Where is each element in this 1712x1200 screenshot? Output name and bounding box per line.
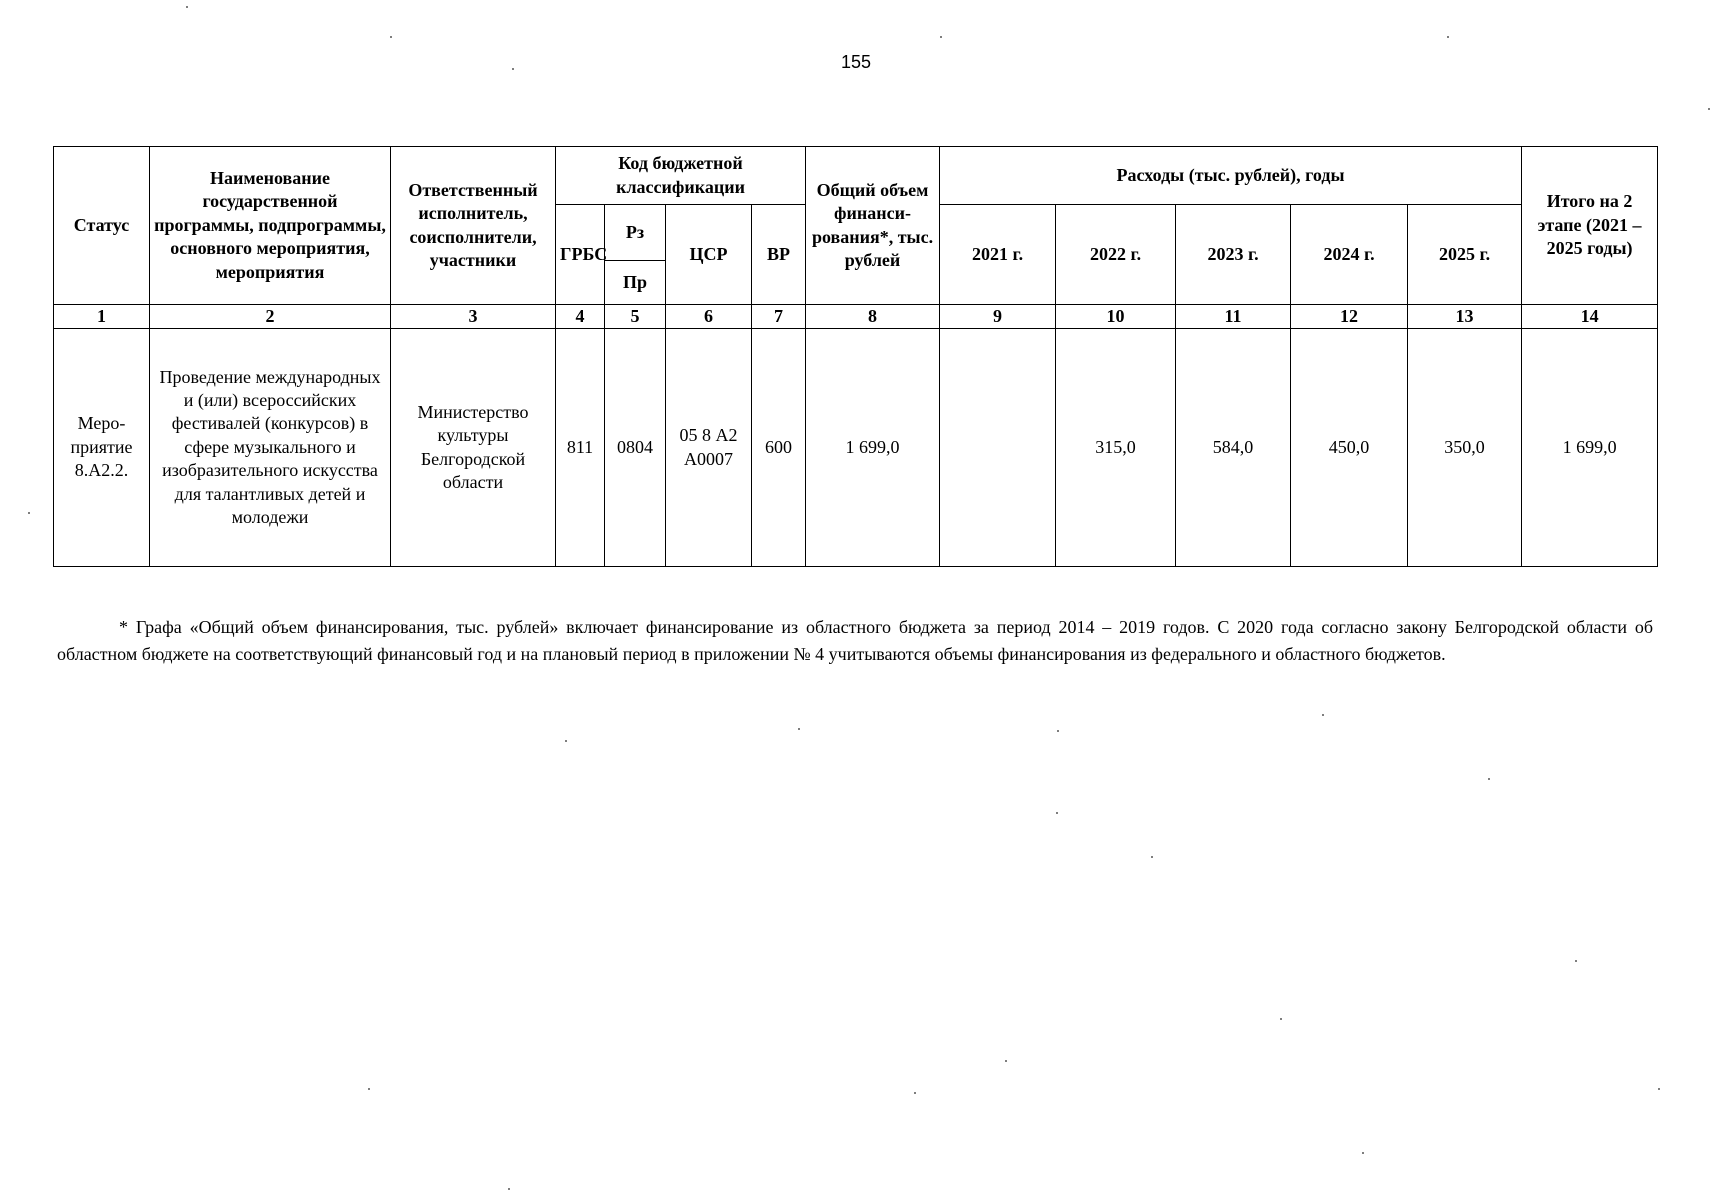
header-year-2025: 2025 г. [1408,205,1522,305]
header-name: Наименование государственной программы, подпрограммы, основного мероприятия, мероприятия [150,147,391,305]
footnote: * Графа «Общий объем финансирования, тыс. рублей» включает финансирование из областного бюджета за период 2014 – 2019 годов. С 2020 года согласно закону Белгородской области об областном бюджете на соответствующий финансовый год и на плановый период в приложении № 4 учитываются объемы финансирования из федерального и областного бюджетов. [57,617,1653,664]
column-number: 10 [1056,305,1176,329]
header-year-2024: 2024 г. [1291,205,1408,305]
cell-executor: Министерство культуры Белгородской области [391,329,556,567]
column-numbers-row [54,305,1658,329]
header-vr: ВР [752,205,806,305]
cell-vr: 600 [752,329,806,567]
column-number: 1 [54,305,150,329]
cell-year-2022: 315,0 [1056,329,1176,567]
cell-name: Проведение международных и (или) всероссийских фестивалей (конкурсов) в сфере музыкального и изобразительного искусства для талантливых детей и молодежи [150,329,391,567]
column-number: 11 [1176,305,1291,329]
header-grbs: ГРБС [556,205,605,305]
budget-table [53,146,1658,567]
header-csr: ЦСР [666,205,752,305]
column-number: 9 [940,305,1056,329]
column-number: 5 [605,305,666,329]
header-year-2021: 2021 г. [940,205,1056,305]
column-number: 4 [556,305,605,329]
column-number: 6 [666,305,752,329]
column-number: 8 [806,305,940,329]
cell-rzpr: 0804 [605,329,666,567]
cell-csr: 05 8 А2 А0007 [666,329,752,567]
cell-year-2024: 450,0 [1291,329,1408,567]
header-rz: Рз [605,205,666,261]
column-number: 13 [1408,305,1522,329]
column-number: 14 [1522,305,1658,329]
cell-itogo: 1 699,0 [1522,329,1658,567]
table-row [54,329,1658,567]
header-itogo: Итого на 2 этапе (2021 – 2025 годы) [1522,147,1658,305]
cell-year-2023: 584,0 [1176,329,1291,567]
header-year-2022: 2022 г. [1056,205,1176,305]
cell-grbs: 811 [556,329,605,567]
cell-year-2025: 350,0 [1408,329,1522,567]
column-number: 12 [1291,305,1408,329]
column-number: 7 [752,305,806,329]
header-executor: Ответственный исполнитель, соисполнители, участники [391,147,556,305]
header-budget-code: Код бюджетной классификации [556,147,806,205]
header-total-volume: Общий объем финанси-рования*, тыс. рублей [806,147,940,305]
column-number: 2 [150,305,391,329]
header-pr: Пр [605,261,666,305]
column-number: 3 [391,305,556,329]
page-number: 155 [840,52,872,72]
cell-status: Меро-приятие 8.А2.2. [54,329,150,567]
header-status: Статус [54,147,150,305]
header-expenses: Расходы (тыс. рублей), годы [940,147,1522,205]
header-year-2023: 2023 г. [1176,205,1291,305]
cell-total: 1 699,0 [806,329,940,567]
cell-year-2021 [940,329,1056,567]
